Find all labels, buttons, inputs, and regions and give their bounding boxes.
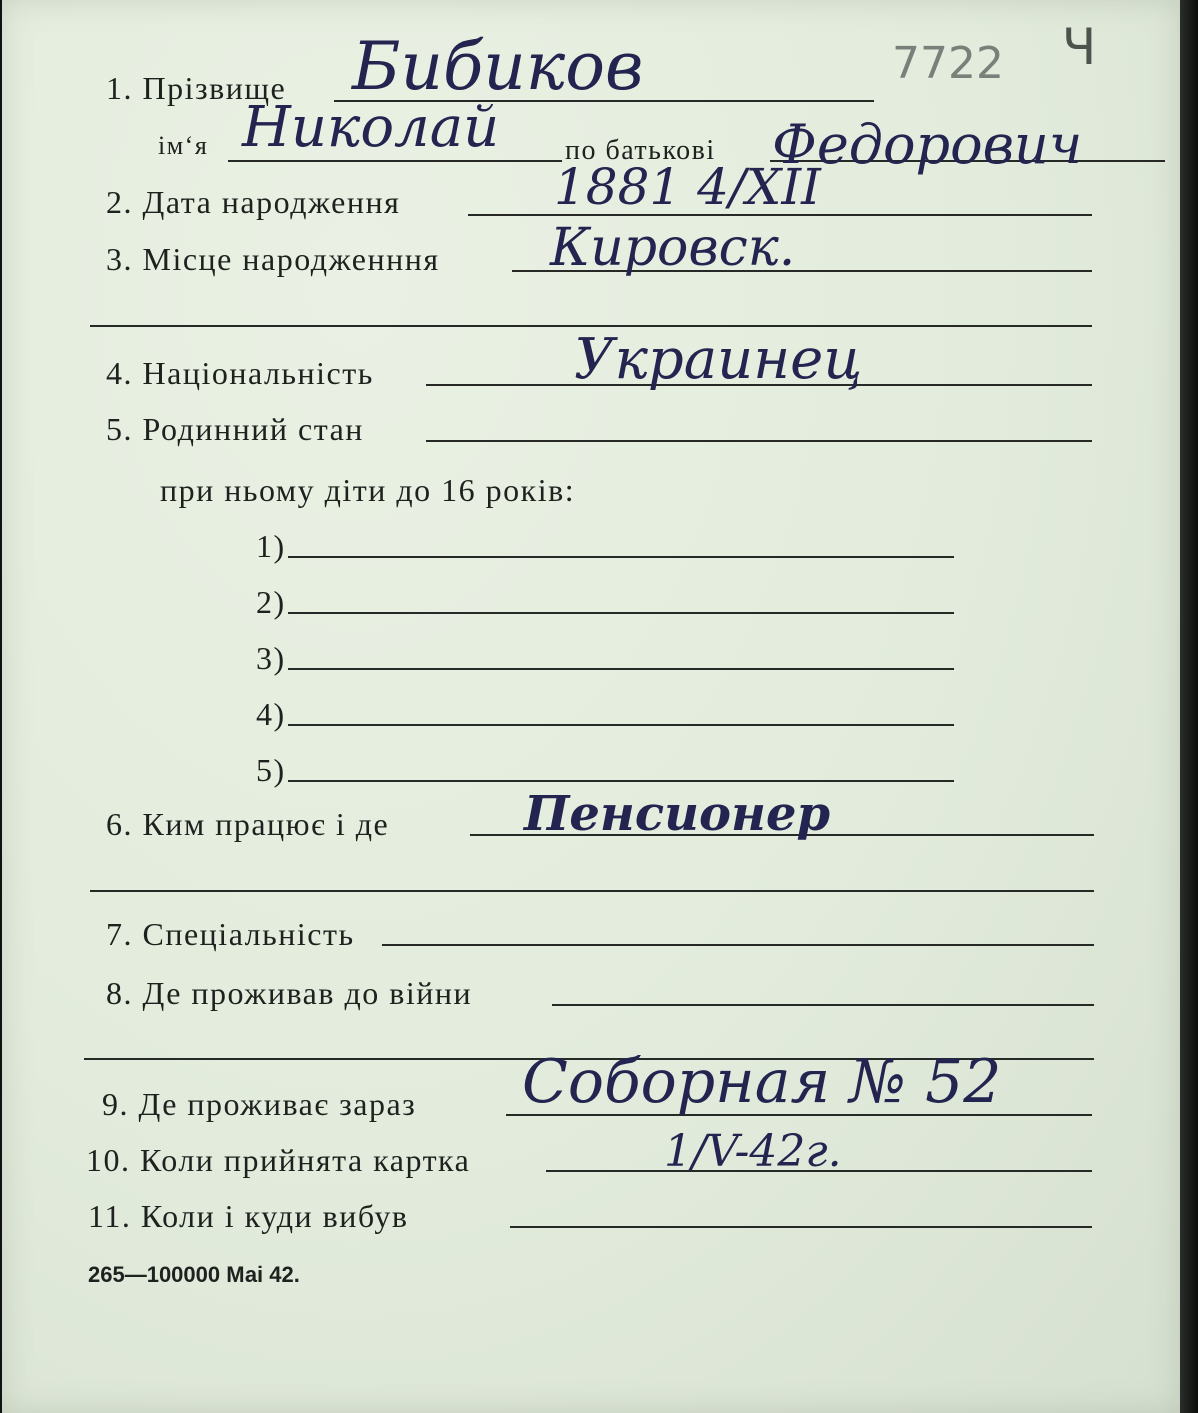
child-1-line bbox=[288, 556, 954, 558]
birth-place-label: 3. Місце народженння bbox=[106, 241, 440, 277]
card-edge-shadow bbox=[1180, 0, 1198, 1413]
child-4-label: 4) bbox=[256, 696, 286, 732]
child-2-line bbox=[288, 612, 954, 614]
occupation-line-2 bbox=[90, 890, 1094, 892]
registration-card bbox=[2, 0, 1180, 1413]
surname-label: 1. Прізвище bbox=[106, 70, 287, 106]
nationality-value: Украинец bbox=[574, 327, 863, 392]
card-date-label: 10. Коли прийнята картка bbox=[86, 1142, 471, 1178]
departure-label: 11. Коли і куди вибув bbox=[88, 1198, 409, 1234]
card-date-value: 1/V-42г. bbox=[664, 1126, 842, 1177]
name-line bbox=[228, 160, 562, 162]
specialty-line bbox=[382, 944, 1094, 946]
child-4-line bbox=[288, 724, 954, 726]
prewar-address-label: 8. Де проживав до війни bbox=[106, 975, 473, 1011]
name-value: Николай bbox=[242, 95, 500, 160]
child-3-label: 3) bbox=[256, 640, 286, 676]
child-2-label: 2) bbox=[256, 584, 286, 620]
pencil-mark: Ч bbox=[1062, 18, 1097, 76]
birth-place-value: Кировск. bbox=[550, 218, 796, 278]
child-5-label: 5) bbox=[256, 752, 286, 788]
birth-date-label: 2. Дата народження bbox=[106, 184, 401, 220]
name-label: ім‘я bbox=[158, 131, 209, 160]
specialty-label: 7. Спеціальність bbox=[106, 916, 355, 952]
current-address-value: Соборная № 52 bbox=[522, 1047, 1002, 1117]
prewar-address-line bbox=[552, 1004, 1094, 1006]
occupation-label: 6. Ким працює і де bbox=[106, 806, 390, 842]
marital-status-label: 5. Родинний стан bbox=[106, 411, 364, 447]
departure-line bbox=[510, 1226, 1092, 1228]
marital-status-line bbox=[426, 440, 1092, 442]
occupation-value: Пенсионер bbox=[524, 786, 831, 842]
birth-date-value: 1881 4/XII bbox=[554, 158, 821, 216]
child-1-label: 1) bbox=[256, 528, 286, 564]
child-5-line bbox=[288, 780, 954, 782]
patronymic-value: Федорович bbox=[772, 113, 1083, 176]
current-address-label: 9. Де проживає зараз bbox=[102, 1086, 417, 1122]
nationality-label: 4. Національність bbox=[106, 355, 374, 391]
surname-value: Бибиков bbox=[352, 28, 644, 105]
children-label: при ньому діти до 16 років: bbox=[160, 472, 576, 508]
patronymic-label: по батькові bbox=[565, 135, 716, 166]
pencil-number: 7722 bbox=[892, 38, 1004, 89]
child-3-line bbox=[288, 668, 954, 670]
print-run-footer: 265—100000 Маі 42. bbox=[88, 1262, 300, 1287]
